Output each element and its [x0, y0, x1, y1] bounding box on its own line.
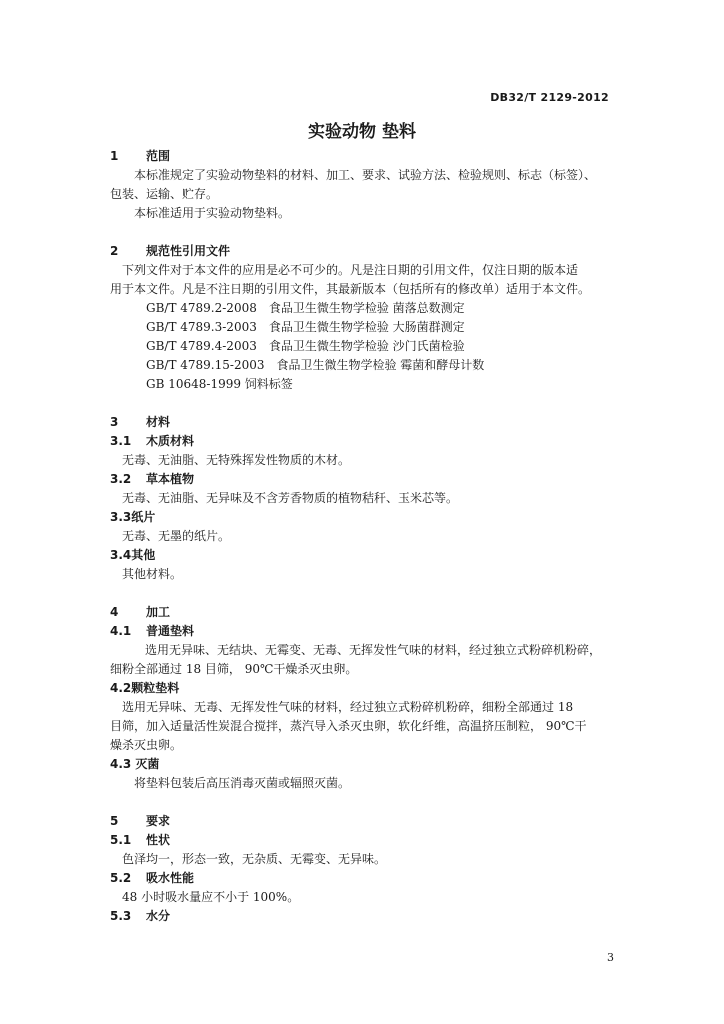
section-1-heading: 1 范围: [110, 149, 171, 163]
section-2-paragraph-cont: 用于本文件。凡是不注日期的引用文件，其最新版本（包括所有的修改单）适用于本文件。: [110, 282, 591, 296]
standard-code: DB32/T 2129-2012: [490, 91, 609, 104]
section-4-3-heading: 4.3 灭菌: [110, 757, 160, 771]
section-4-2-heading: 4.2颗粒垫料: [110, 681, 180, 695]
section-5-1-heading: 5.1 性状: [110, 833, 171, 847]
section-4-2-text-cont: 燥杀灭虫卵。: [110, 738, 183, 752]
reference-item: GB/T 4789.3-2003 食品卫生微生物学检验 大肠菌群测定: [146, 320, 465, 334]
section-5-3-heading: 5.3 水分: [110, 909, 171, 923]
section-5-2-heading: 5.2 吸水性能: [110, 871, 195, 885]
section-4-1-heading: 4.1 普通垫料: [110, 624, 195, 638]
reference-item: GB/T 4789.15-2003 食品卫生微生物学检验 霉菌和酵母计数: [146, 358, 485, 372]
reference-item: GB/T 4789.4-2003 食品卫生微生物学检验 沙门氏菌检验: [146, 339, 465, 353]
section-3-3-text: 无毒、无墨的纸片。: [122, 529, 231, 543]
section-2-paragraph: 下列文件对于本文件的应用是必不可少的。凡是注日期的引用文件，仅注日期的版本适: [122, 263, 579, 277]
section-3-4-heading: 3.4其他: [110, 548, 156, 562]
page-number: 3: [607, 951, 614, 964]
section-4-2-text-cont: 目筛，加入适量活性炭混合搅拌，蒸汽导入杀灭虫卵，软化纤维，高温挤压制粒， 90℃干: [110, 719, 587, 733]
section-5-1-text: 色泽均一，形态一致，无杂质、无霉变、无异味。: [122, 852, 387, 866]
section-1-paragraph-cont: 包装、运输、贮存。: [110, 187, 219, 201]
section-1-scope: 本标准适用于实验动物垫料。: [134, 206, 291, 220]
section-4-1-text: 选用无异味、无结块、无霉变、无毒、无挥发性气味的材料，经过独立式粉碎机粉碎，: [145, 643, 602, 657]
section-3-4-text: 其他材料。: [122, 567, 183, 581]
section-4-1-text-cont: 细粉全部通过 18 目筛， 90℃干燥杀灭虫卵。: [110, 662, 358, 676]
section-3-1-text: 无毒、无油脂、无特殊挥发性物质的木材。: [122, 453, 351, 467]
section-3-2-text: 无毒、无油脂、无异味及不含芳香物质的植物秸秆、玉米芯等。: [122, 491, 459, 505]
section-3-heading: 3 材料: [110, 415, 171, 429]
section-4-2-text: 选用无异味、无毒、无挥发性气味的材料，经过独立式粉碎机粉碎，细粉全部通过 18: [122, 700, 574, 714]
section-1-paragraph: 本标准规定了实验动物垫料的材料、加工、要求、试验方法、检验规则、标志（标签）、: [134, 168, 597, 182]
document-title: 实验动物 垫料: [308, 122, 416, 142]
section-5-heading: 5 要求: [110, 814, 171, 828]
section-3-1-heading: 3.1 木质材料: [110, 434, 195, 448]
section-4-heading: 4 加工: [110, 605, 171, 619]
section-4-3-text: 将垫料包装后高压消毒灭菌或辐照灭菌。: [134, 776, 351, 790]
reference-item: GB/T 4789.2-2008 食品卫生微生物学检验 菌落总数测定: [146, 301, 465, 315]
section-3-3-heading: 3.3纸片: [110, 510, 156, 524]
section-5-2-text: 48 小时吸水量应不小于 100%。: [122, 890, 300, 904]
reference-item: GB 10648-1999 饲料标签: [146, 377, 293, 391]
section-3-2-heading: 3.2 草本植物: [110, 472, 195, 486]
section-2-heading: 2 规范性引用文件: [110, 244, 231, 258]
